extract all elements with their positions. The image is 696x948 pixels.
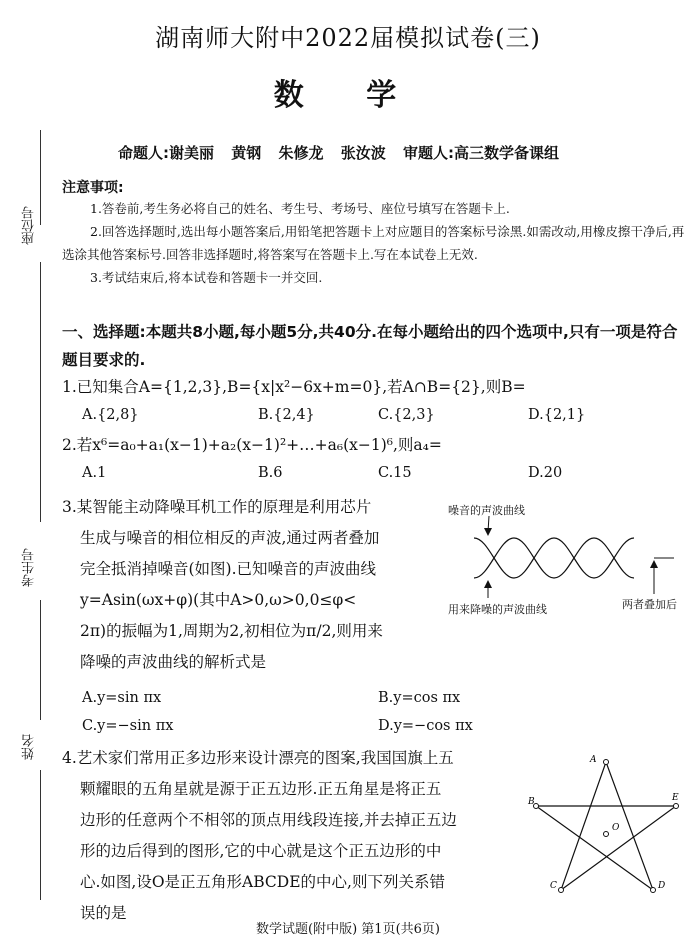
q4-line: 误的是	[80, 904, 127, 922]
margin-line-1	[40, 130, 41, 225]
combined-arrowhead	[650, 560, 658, 568]
subject-heading: 数 学	[273, 78, 423, 113]
notice-item-1: 1.答卷前,考生务必将自己的姓名、考生号、考场号、座位号填写在答题卡上.	[90, 201, 510, 216]
notice-title: 注意事项:	[62, 180, 124, 196]
label-e: E	[672, 793, 679, 803]
cancel-arrowhead	[484, 580, 492, 588]
author-1: 命题人:谢美丽	[118, 144, 214, 162]
q3-option-b: B.y=cos πx	[378, 690, 461, 706]
q3-line: 3.某智能主动降噪耳机工作的原理是利用芯片	[62, 498, 372, 516]
side-label-name: 姓名	[22, 734, 37, 760]
vertex-e	[674, 804, 679, 809]
author-2: 黄钢	[231, 144, 262, 162]
cancel-wave-curve	[474, 538, 634, 578]
star-outline	[536, 762, 676, 890]
vertex-d	[651, 888, 656, 893]
margin-line-4	[40, 770, 41, 900]
author-4: 张汝波	[340, 144, 386, 162]
notice-item-2: 2.回答选择题时,选出每小题答案后,用铅笔把答题卡上对应题目的答案标号涂黑.如需改动,用橡皮擦干净后,再选涂其他答案标号.回答非选择题时,将答案写在答题卡上.写在本试卷上无效.	[62, 224, 685, 262]
q1-option-a: A.{2,8}	[82, 407, 139, 423]
q3-option-c: C.y=−sin πx	[82, 718, 174, 734]
margin-line-2	[40, 262, 41, 522]
q3-line: 生成与噪音的相位相反的声波,通过两者叠加	[80, 529, 380, 547]
pentagram-figure	[520, 748, 696, 908]
q3-option-a: A.y=sin πx	[82, 690, 162, 706]
label-d: D	[658, 881, 666, 891]
authors-line	[118, 142, 571, 163]
notice-item-3: 3.考试结束后,将本试卷和答题卡一并交回.	[90, 270, 323, 285]
margin-line-3	[40, 600, 41, 720]
noise-label: 噪音的声波曲线	[448, 504, 525, 517]
q2-option-c: C.15	[378, 465, 412, 481]
q4-line: 心.如图,设O是正五角形ABCDE的中心,则下列关系错	[80, 873, 445, 891]
combined-label: 两者叠加后	[622, 598, 677, 611]
side-label-seat: 座位号	[22, 206, 37, 245]
q2-option-a: A.1	[82, 465, 107, 481]
vertex-c	[559, 888, 564, 893]
q3-line: 降噪的声波曲线的解析式是	[80, 653, 267, 671]
q1-option-d: D.{2,1}	[528, 407, 586, 423]
question-4-stem	[62, 743, 532, 929]
q1-option-c: C.{2,3}	[378, 407, 435, 423]
q4-line: 4.艺术家们常用正多边形来设计漂亮的图案,我国国旗上五	[62, 749, 454, 767]
q3-line: 2π)的振幅为1,周期为2,初相位为π/2,则用来	[80, 622, 383, 640]
exam-title: 湖南师大附中2022届模拟试卷(三)	[155, 24, 541, 52]
noise-arrowhead	[484, 528, 492, 536]
label-c: C	[550, 881, 557, 891]
label-b: B	[528, 797, 535, 807]
q3-line: 完全抵消掉噪音(如图).已知噪音的声波曲线	[80, 560, 377, 578]
q4-line: 颗耀眼的五角星就是源于正五边形.正五角星是将正五	[80, 780, 442, 798]
question-3-stem	[62, 492, 442, 678]
label-o: O	[612, 823, 620, 833]
page-footer: 数学试题(附中版) 第1页(共6页)	[256, 922, 440, 937]
author-3: 朱修龙	[278, 144, 324, 162]
q4-line: 边形的任意两个不相邻的顶点用线段连接,并去掉正五边	[80, 811, 457, 829]
q3-line: y=Asin(ωx+φ)(其中A>0,ω>0,0≤φ<	[80, 591, 357, 609]
label-a: A	[590, 755, 597, 765]
q2-option-d: D.20	[528, 465, 563, 481]
q2-option-b: B.6	[258, 465, 283, 481]
q4-line: 形的边后得到的图形,它的中心就是这个正五边形的中	[80, 842, 442, 860]
noise-wave	[474, 538, 634, 578]
center-o	[604, 832, 609, 837]
reviewer: 审题人:高三数学备课组	[402, 144, 559, 162]
q1-option-b: B.{2,4}	[258, 407, 315, 423]
side-label-exam-no: 考生号	[22, 548, 37, 587]
section-heading: 一、选择题:本题共8小题,每小题5分,共40分.在每小题给出的四个选项中,只有一项是符合题目要求的.	[62, 323, 678, 369]
vertex-a	[604, 760, 609, 765]
question-2-stem: 2.若x⁶=a₀+a₁(x−1)+a₂(x−1)²+…+a₆(x−1)⁶,则a₄=	[62, 436, 442, 454]
q3-option-d: D.y=−cos πx	[378, 718, 473, 734]
cancel-label: 用来降噪的声波曲线	[448, 603, 547, 616]
notice-body	[62, 197, 690, 289]
question-1-stem: 1.已知集合A={1,2,3},B={x|x²−6x+m=0},若A∩B={2},则B=	[62, 378, 526, 396]
